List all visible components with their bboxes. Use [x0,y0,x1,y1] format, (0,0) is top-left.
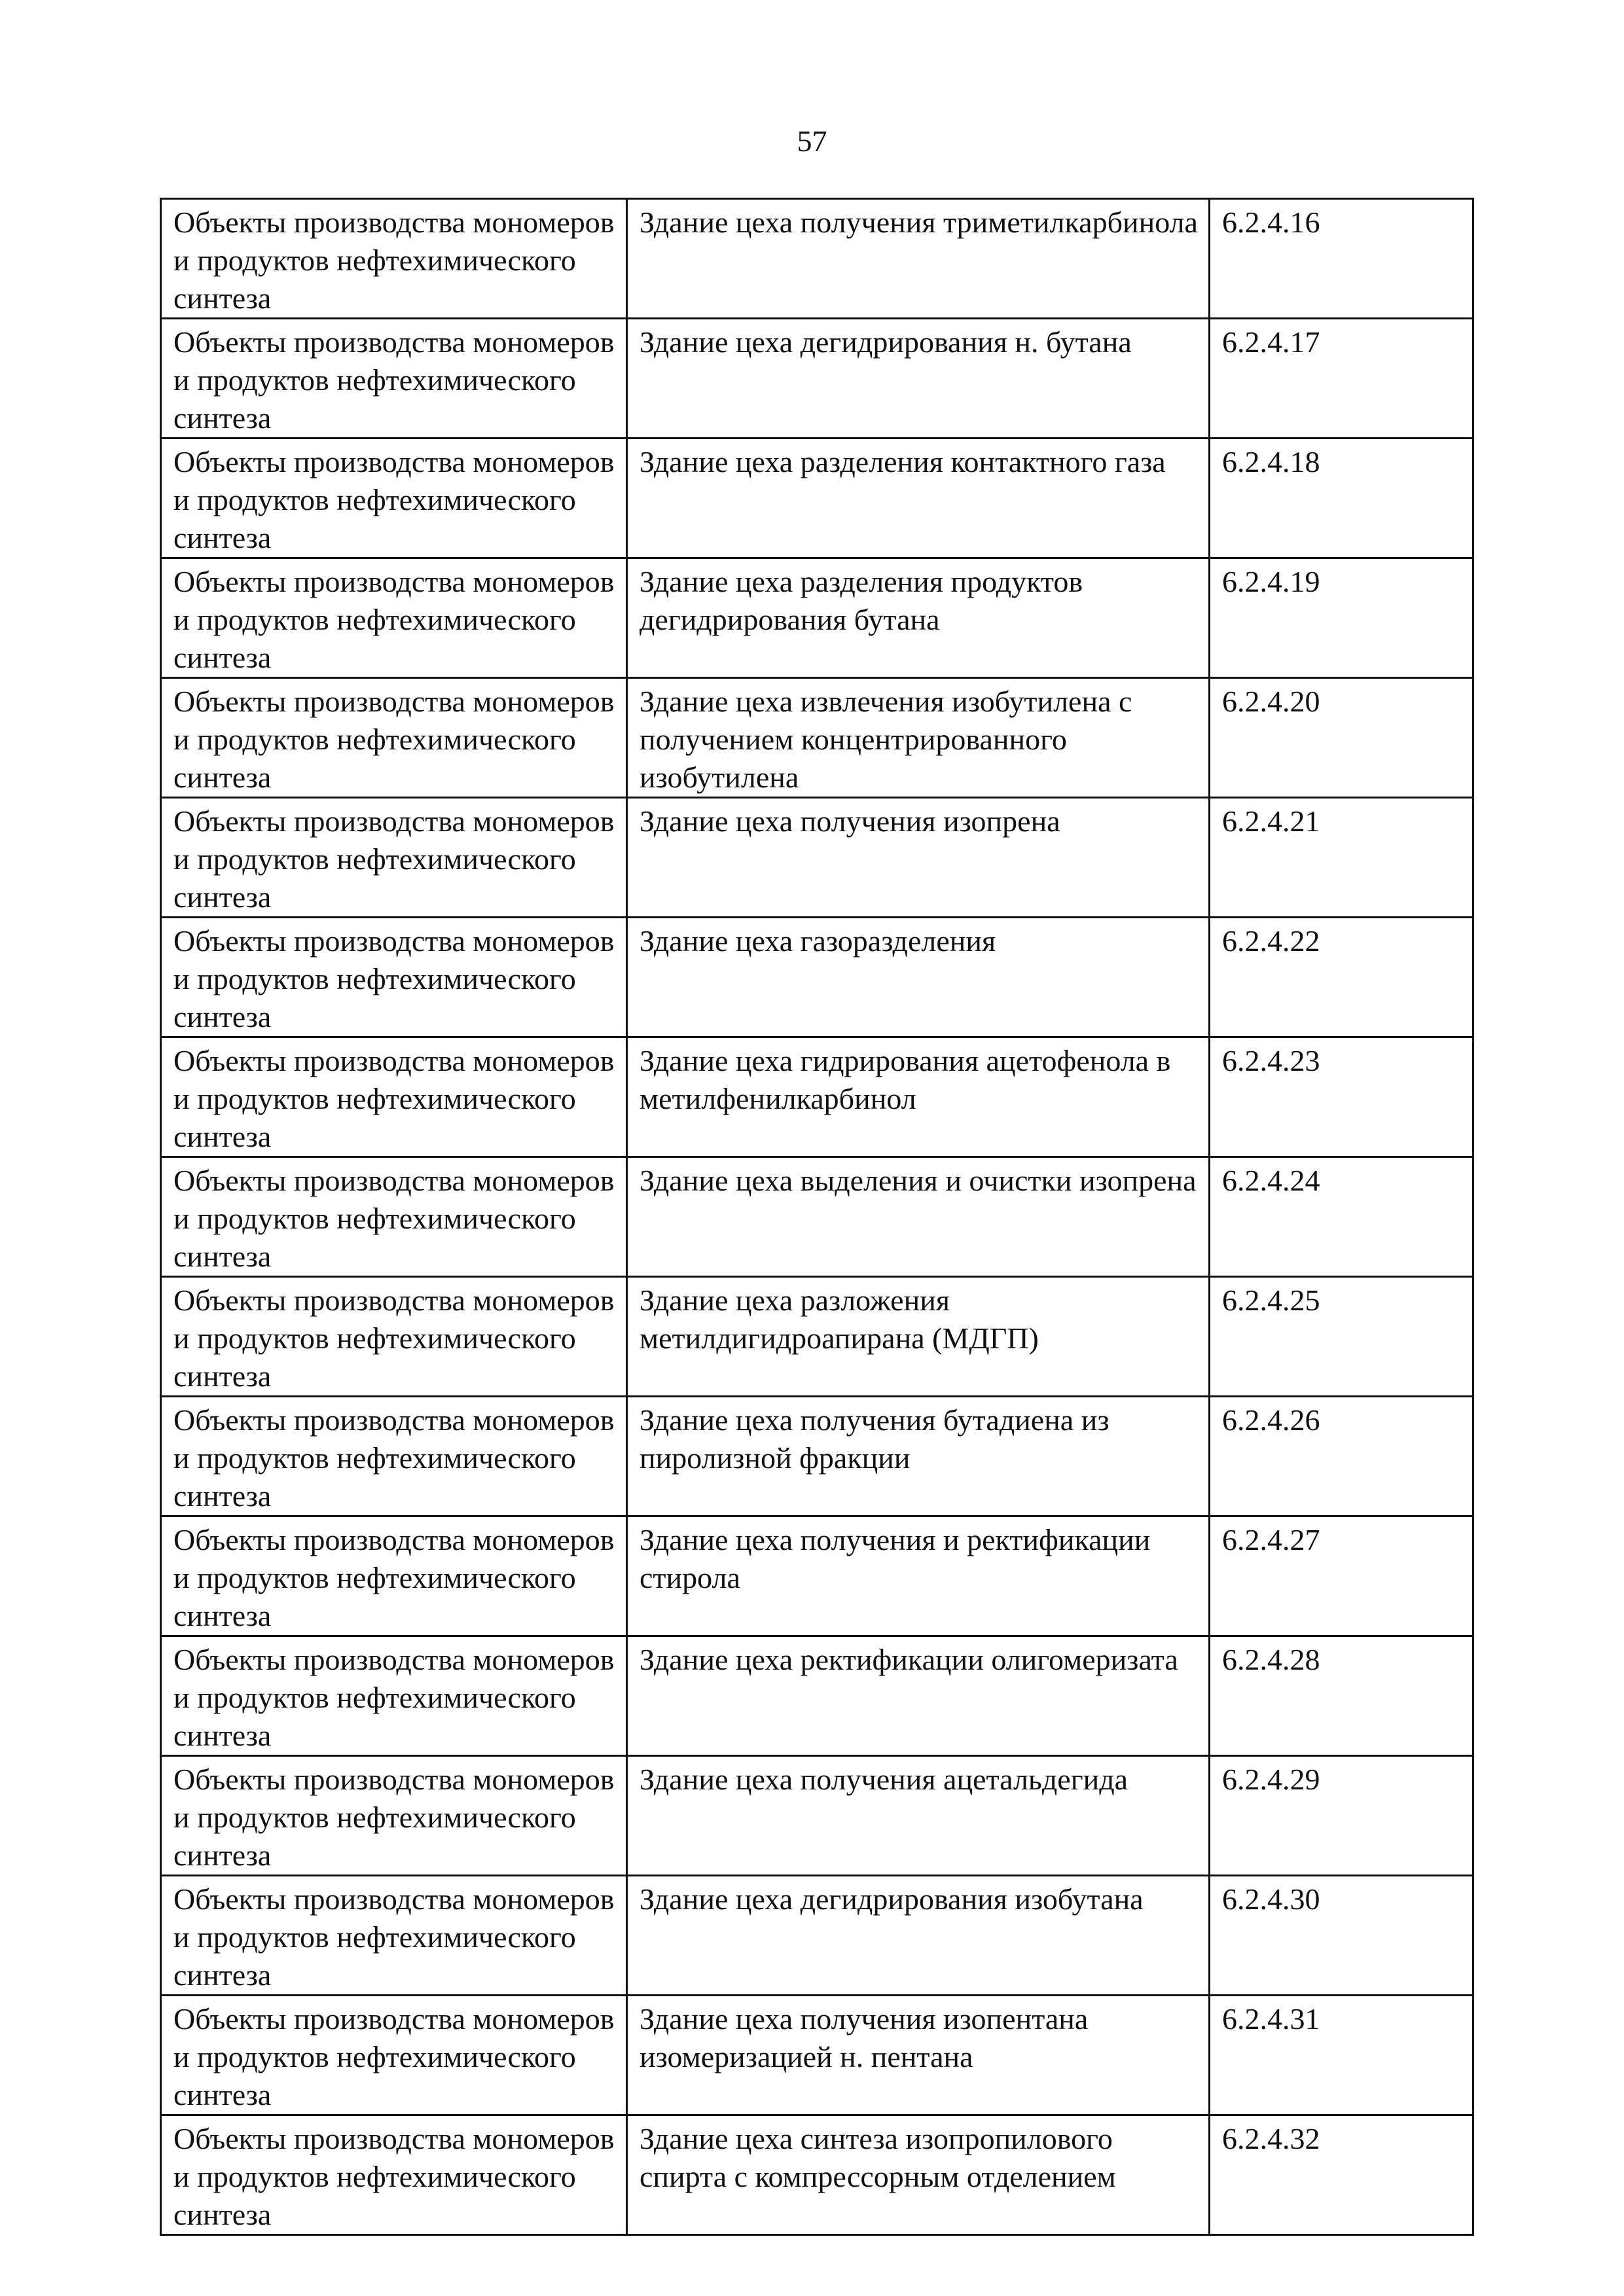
building-cell: Здание цеха гидрирования ацетофенола в метилфенилкарбинол [627,1037,1210,1157]
code-cell: 6.2.4.32 [1210,2115,1473,2235]
code-cell: 6.2.4.31 [1210,1996,1473,2115]
building-cell: Здание цеха выделения и очистки изопрена [627,1157,1210,1277]
object-cell: Объекты производства мономеров и продуктов нефтехимического синтеза [161,1037,627,1157]
table-row [161,1516,1473,1636]
building-cell: Здание цеха получения ацетальдегида [627,1756,1210,1876]
object-cell: Объекты производства мономеров и продуктов нефтехимического синтеза [161,558,627,678]
code-cell: 6.2.4.27 [1210,1516,1473,1636]
code-cell: 6.2.4.29 [1210,1756,1473,1876]
table-row [161,319,1473,439]
table-body [161,199,1473,2235]
object-cell: Объекты производства мономеров и продуктов нефтехимического синтеза [161,1277,627,1397]
table-row [161,1157,1473,1277]
code-cell: 6.2.4.28 [1210,1636,1473,1756]
building-cell: Здание цеха дегидрирования изобутана [627,1876,1210,1996]
building-cell: Здание цеха газоразделения [627,918,1210,1037]
code-cell: 6.2.4.30 [1210,1876,1473,1996]
code-cell: 6.2.4.25 [1210,1277,1473,1397]
code-cell: 6.2.4.18 [1210,439,1473,558]
code-cell: 6.2.4.16 [1210,199,1473,319]
code-cell: 6.2.4.26 [1210,1397,1473,1516]
building-cell: Здание цеха разложения метилдигидроапирана (МДГП) [627,1277,1210,1397]
table-row [161,1996,1473,2115]
object-cell: Объекты производства мономеров и продуктов нефтехимического синтеза [161,1516,627,1636]
table-row [161,2115,1473,2235]
objects-table [160,198,1474,2236]
object-cell: Объекты производства мономеров и продуктов нефтехимического синтеза [161,678,627,798]
table-row [161,1876,1473,1996]
building-cell: Здание цеха получения и ректификации стирола [627,1516,1210,1636]
table-row [161,1277,1473,1397]
object-cell: Объекты производства мономеров и продуктов нефтехимического синтеза [161,1636,627,1756]
object-cell: Объекты производства мономеров и продуктов нефтехимического синтеза [161,199,627,319]
building-cell: Здание цеха получения бутадиена из пиролизной фракции [627,1397,1210,1516]
object-cell: Объекты производства мономеров и продуктов нефтехимического синтеза [161,1996,627,2115]
table-row [161,199,1473,319]
object-cell: Объекты производства мономеров и продуктов нефтехимического синтеза [161,319,627,439]
table-row [161,558,1473,678]
building-cell: Здание цеха ректификации олигомеризата [627,1636,1210,1756]
table-row [161,798,1473,918]
building-cell: Здание цеха разделения контактного газа [627,439,1210,558]
code-cell: 6.2.4.17 [1210,319,1473,439]
object-cell: Объекты производства мономеров и продуктов нефтехимического синтеза [161,1157,627,1277]
table-row [161,439,1473,558]
table-row [161,1756,1473,1876]
code-cell: 6.2.4.23 [1210,1037,1473,1157]
table-row [161,1037,1473,1157]
code-cell: 6.2.4.21 [1210,798,1473,918]
object-cell: Объекты производства мономеров и продуктов нефтехимического синтеза [161,1876,627,1996]
table-row [161,1636,1473,1756]
building-cell: Здание цеха синтеза изопропилового спирта с компрессорным отделением [627,2115,1210,2235]
object-cell: Объекты производства мономеров и продуктов нефтехимического синтеза [161,1397,627,1516]
object-cell: Объекты производства мономеров и продуктов нефтехимического синтеза [161,2115,627,2235]
code-cell: 6.2.4.24 [1210,1157,1473,1277]
object-cell: Объекты производства мономеров и продуктов нефтехимического синтеза [161,798,627,918]
building-cell: Здание цеха получения триметилкарбинола [627,199,1210,319]
object-cell: Объекты производства мономеров и продуктов нефтехимического синтеза [161,439,627,558]
object-cell: Объекты производства мономеров и продуктов нефтехимического синтеза [161,1756,627,1876]
building-cell: Здание цеха разделения продуктов дегидрирования бутана [627,558,1210,678]
table-row [161,678,1473,798]
building-cell: Здание цеха извлечения изобутилена с получением концентрированного изобутилена [627,678,1210,798]
code-cell: 6.2.4.20 [1210,678,1473,798]
code-cell: 6.2.4.19 [1210,558,1473,678]
code-cell: 6.2.4.22 [1210,918,1473,1037]
table-row [161,1397,1473,1516]
building-cell: Здание цеха получения изопентана изомеризацией н. пентана [627,1996,1210,2115]
object-cell: Объекты производства мономеров и продуктов нефтехимического синтеза [161,918,627,1037]
building-cell: Здание цеха дегидрирования н. бутана [627,319,1210,439]
table-row [161,918,1473,1037]
building-cell: Здание цеха получения изопрена [627,798,1210,918]
page-number: 57 [797,124,827,158]
